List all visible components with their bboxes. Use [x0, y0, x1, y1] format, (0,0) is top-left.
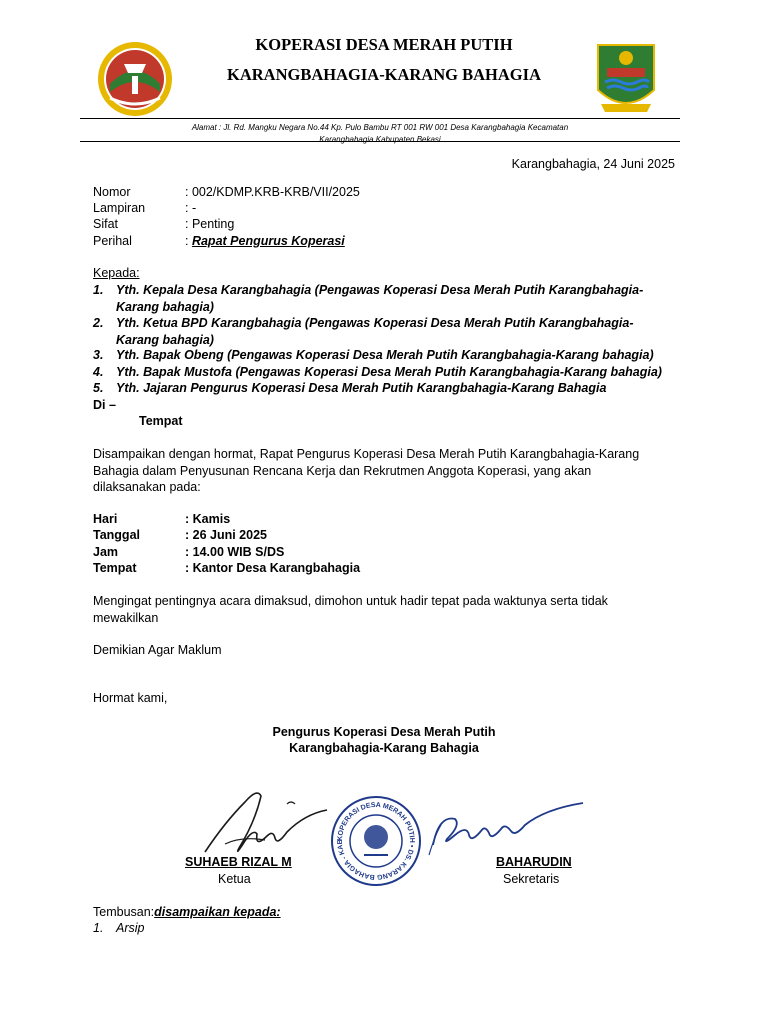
cooperative-stamp [330, 795, 422, 887]
schedule-jam: Jam : 14.00 WIB S/DS [93, 545, 285, 559]
recipient-item: 1. Yth. Kepala Desa Karangbahagia (Pengawas Koperasi Desa Merah Putih Karangbahagia-Karang bahagia) [93, 283, 644, 314]
kabupaten-logo [595, 42, 657, 116]
date-place: Karangbahagia, 24 Juni 2025 [511, 157, 675, 171]
schedule-tanggal: Tanggal : 26 Juni 2025 [93, 528, 267, 542]
header-rule-top [80, 118, 680, 119]
recipient-item: 5. Yth. Jajaran Pengurus Koperasi Desa Merah Putih Karangbahagia-Karang Bahagia [93, 381, 607, 395]
recipient-item: 4. Yth. Bapak Mustofa (Pengawas Koperasi Desa Merah Putih Karangbahagia-Karang bahagia) [93, 365, 662, 379]
cc-item: 1. Arsip [93, 921, 145, 935]
address-line-1: Alamat : Jl. Rd. Mangku Negara No.44 Kp. Pulo Bambu RT 001 RW 001 Desa Karangbahagia Kecamatan [191, 123, 569, 132]
intro-paragraph: Disampaikan dengan hormat, Rapat Pengurus Koperasi Desa Merah Putih Karangbahagia-Karang Bahagia dalam Penyusunan Rencana Kerja dan Rekrutmen Anggota Koperasi, yang akan dilaksanakan pada: [93, 447, 640, 494]
reminder-paragraph: Mengingat pentingnya acara dimaksud, dimohon untuk hadir tepat pada waktunya serta tidak mewakilkan [93, 594, 608, 625]
org-line-1: Pengurus Koperasi Desa Merah Putih [272, 725, 496, 739]
letterhead-title-1: KOPERASI DESA MERAH PUTIH [255, 35, 513, 54]
tempat-label: Tempat [139, 414, 183, 428]
address-line-2: Karangbahagia Kabupaten Bekasi [319, 135, 441, 144]
meta-lampiran: Lampiran : - [93, 201, 197, 215]
signatory-name-1: SUHAEB RIZAL M [185, 855, 292, 869]
recipients-heading: Kepada: [93, 266, 140, 280]
letterhead-title-2: KARANGBAHAGIA-KARANG BAHAGIA [227, 65, 541, 84]
header-rule-bottom [80, 141, 680, 142]
signatory-name-2: BAHARUDIN [496, 855, 572, 869]
schedule-hari: Hari : Kamis [93, 512, 231, 526]
recipient-item: 3. Yth. Bapak Obeng (Pengawas Koperasi Desa Merah Putih Karangbahagia-Karang bahagia) [93, 348, 654, 362]
meta-perihal: Perihal : Rapat Pengurus Koperasi [93, 234, 345, 248]
regards-text: Hormat kami, [93, 691, 168, 705]
signatory-role-1: Ketua [218, 872, 251, 886]
stamp-text: KOPERASI DESA MERAH PUTIH • DS. KARANG BAHAGIA - KAB [336, 801, 416, 881]
meta-sifat: Sifat : Penting [93, 217, 235, 231]
meta-nomor: Nomor : 002/KDMP.KRB-KRB/VII/2025 [93, 185, 360, 199]
cc-label: Tembusan:disampaikan kepada: [93, 905, 281, 919]
org-line-2: Karangbahagia-Karang Bahagia [289, 741, 479, 755]
recipient-item: 2. Yth. Ketua BPD Karangbahagia (Pengawas Koperasi Desa Merah Putih Karangbahagia-Karang bahagia) [93, 316, 634, 347]
closing-text: Demikian Agar Maklum [93, 643, 222, 657]
schedule-tempat: Tempat : Kantor Desa Karangbahagia [93, 561, 361, 575]
signatory-role-2: Sekretaris [503, 872, 560, 886]
di-label: Di – [93, 398, 116, 412]
